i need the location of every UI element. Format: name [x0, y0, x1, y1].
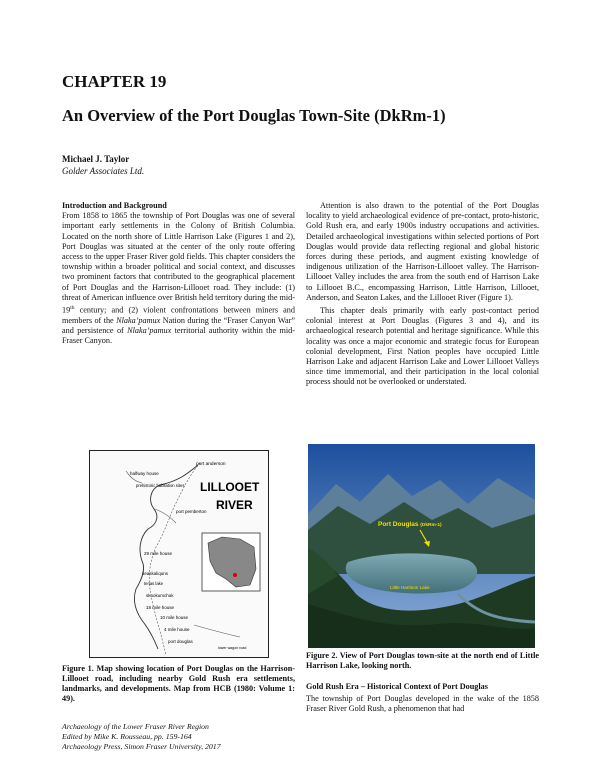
svg-text:LILLOOET: LILLOOET: [200, 480, 260, 494]
footer-volume-title: Archaeology of the Lower Fraser River Region: [62, 722, 209, 731]
photo-label-lake: Little Harrison Lake: [390, 585, 430, 590]
footer-editor-pages: Edited by Mike K. Rousseau, pp. 159-164: [62, 732, 192, 741]
svg-text:skookumchuk: skookumchuk: [146, 593, 174, 598]
photo-label-port-douglas: Port Douglas (DkRm-1): [378, 521, 442, 528]
svg-text:RIVER: RIVER: [216, 498, 253, 512]
svg-text:4 mile house: 4 mile house: [164, 627, 190, 632]
svg-text:port anderson: port anderson: [196, 462, 226, 467]
svg-text:18 mile house: 18 mile house: [146, 605, 175, 610]
map-drawing: [90, 451, 268, 657]
svg-text:seaskaliquns: seaskaliquns: [142, 571, 169, 576]
svg-text:tenas lake: tenas lake: [144, 581, 164, 586]
figure-2-photo: [308, 444, 535, 648]
svg-text:port pemberton: port pemberton: [176, 509, 207, 514]
publication-footer: [62, 722, 221, 752]
chapter-title: An Overview of the Port Douglas Town-Site (DkRm-1): [62, 106, 446, 125]
svg-text:29 mile house: 29 mile house: [144, 551, 173, 556]
chapter-number: CHAPTER 19: [62, 72, 167, 91]
gold-rush-heading: Gold Rush Era – Historical Context of Port Douglas: [306, 682, 488, 691]
figure-1-map: [89, 450, 269, 658]
svg-text:lower wagon road: lower wagon road: [218, 646, 247, 650]
intro-paragraph: From 1858 to 1865 the township of Port Douglas was one of several important early settlements in the Colony of British Columbia. Located on the north shore of Little Harrison Lake (Figures 1 and 2), Port Douglas was situated at the center of the only route offering access to the upper Fraser River gold fields. This chapter considers the township within a broader political and social context, and discusses two prominent factors that contributed to the geographical placement of Port Douglas and the Harrison-Lillooet road. They include: (1) threat of American influence over British held territory during the mid-19th century; and (2) violent confrontations between miners and members of the Nlaka’pamux Nation during the “Fraser Canyon War” and persistence of Nlaka’pamux territorial authority within the mid-Fraser Canyon.: [62, 211, 295, 346]
author-name: Michael J. Taylor: [62, 154, 130, 164]
footer-publisher: Archaeology Press, Simon Fraser University, 2017: [62, 742, 221, 751]
svg-text:prehistoric habitation sites: prehistoric habitation sites: [136, 483, 185, 488]
paragraph-chapter-focus: This chapter deals primarily with early post-contact period colonial interest at Port Douglas (Figures 3 and 4), and its archaeological research potential and heritage significance. While this locality was once a major economic and strategic focus for European colonial development, First Nation peoples have occupied Little Harrison Lake and adjacent Harrison Lake and Lower Lillooet Valleys since time immemorial, and their participation in the local colonial process should not be overlooked or understated.: [306, 306, 539, 387]
svg-text:10 mile house: 10 mile house: [160, 615, 189, 620]
location-marker: [233, 573, 237, 577]
intro-heading: Introduction and Background: [62, 201, 167, 210]
svg-text:port douglas: port douglas: [168, 639, 193, 644]
svg-text:halfway house: halfway house: [130, 471, 159, 476]
figure-2-caption: Figure 2. View of Port Douglas town-site at the north end of Little Harrison Lake, looking north.: [306, 651, 539, 670]
intro-section: [62, 201, 295, 347]
gold-rush-section: [306, 682, 539, 715]
landscape-photo: [308, 444, 535, 648]
right-column-text: [306, 201, 539, 388]
figure-1-caption: Figure 1. Map showing location of Port Douglas on the Harrison-Lillooet road, including nearby Gold Rush era settlements, landmarks, and developments. Map from HCB (1980: Volume 1: 49).: [62, 664, 295, 703]
paragraph-attention: Attention is also drawn to the potential of the Port Douglas locality to yield archaeological evidence of pre-contact, proto-historic, Gold Rush era, and early 1900s industry occupations and activities. Detailed archaeological investigations within selected portions of Port Douglas would provide data reflecting regional and global historic forces during these periods, and augment existing knowledge of indigenous utilization of the Harrison-Lillooet valley. The Harrison-Lillooet Valley includes the area from the south end of Harrison Lake to Lillooet B.C., encompassing Harrison, Little Harrison, Lillooet, Anderson, and Seaton Lakes, and the Lillooet River (Figure 1).: [306, 201, 539, 302]
gold-rush-paragraph: The township of Port Douglas developed in the wake of the 1858 Fraser River Gold Rush, a phenomenon that had: [306, 694, 539, 714]
author-affiliation: Golder Associates Ltd.: [62, 166, 145, 176]
